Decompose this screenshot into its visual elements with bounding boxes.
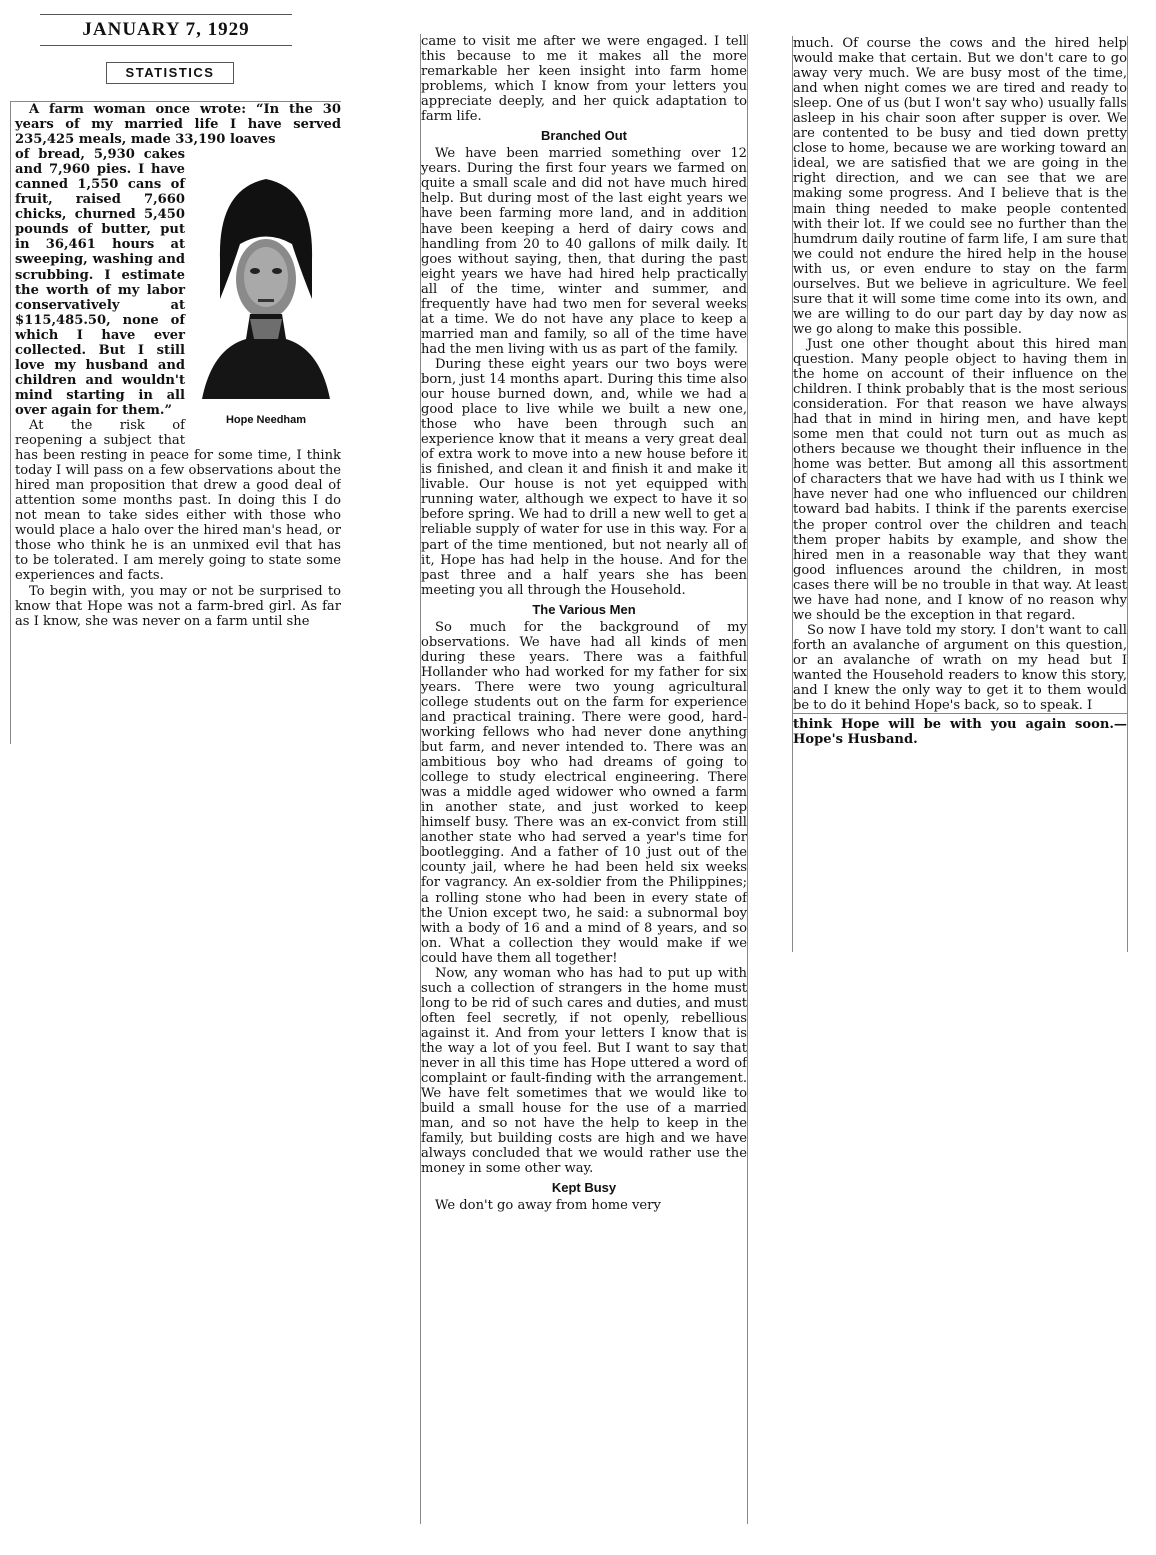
photo-caption: Hope Needham	[225, 414, 307, 427]
article-column-1	[10, 101, 341, 744]
subheading-kept-busy: Kept Busy	[551, 1180, 617, 1196]
paragraph: Just one other thought about this hired man question. Many people object to having them in the home on account of their influence on the children. I think probably that is the most serious consideration. For that reason we have always had that in mind in hiring men, and have kept some men that could not turn out as much as others because we thought their influence in the home was better. But among all this assortment of characters that we have had with us I think we have never had one who influenced our children toward bad habits. I think if the parents exercise the proper control over the children and teach them proper habits by example, and show the hired men in a reasonable way that they want good influences around the children, in most cases there will be no trouble in that way. At least we have had none, and I know of no reason why we should be the exception in that regard.	[793, 336, 1127, 623]
paragraph: To begin with, you may or not be surprised to know that Hope was not a farm-bred girl. As far as I know, she was never on a farm until she	[15, 583, 341, 629]
intro-with-photo	[15, 147, 341, 427]
intro-paragraph-wrap: of bread, 5,930 cakes and 7,960 pies. I have canned 1,550 cans of fruit, raised 7,660 chicks, churned 5,450 pounds of butter, put in 36,461 hours at sweeping, washing and scrubbing. I estimate the worth of my labor conservatively at $115,485.50, none of which I have ever collected. But I still love my husband and children and wouldn't mind starting in all over again for them.”	[15, 147, 185, 418]
portrait-photo	[191, 149, 341, 434]
paragraph: came to visit me after we were engaged. I tell this because to me it makes all the more remarkable her keen insight into farm home problems, which I know from your letters you appreciate deeply, and her quick adaptation to farm life.	[421, 34, 747, 125]
masthead-date: JANUARY 7, 1929	[40, 14, 292, 46]
portrait-image	[200, 149, 332, 411]
paragraph: During these eight years our two boys were born, just 14 months apart. During this time also our house burned down, and, while we had a good place to live while we built a new one, those who have been through such an experience know that it means a very great deal of extra work to move into a new house before it is finished, and clean it and finish it and make it livable. Our house is not yet equipped with running water, although we expect to have it so before spring. We had to drill a new well to get a reliable supply of water for use in this way. For a part of the time mentioned, but not nearly all of it, Hope has had help in the house. And for the past three and a half years she has been meeting you all through the Household.	[421, 356, 747, 598]
article-column-2	[420, 34, 748, 1524]
subheading-various-men: The Various Men	[532, 601, 636, 617]
intro-paragraph-top: A farm woman once wrote: “In the 30 years of my married life I have served 235,425 meals, made 33,190 loaves	[15, 102, 341, 148]
subheading-branched-out: Branched Out	[541, 128, 627, 144]
paragraph: We don't go away from home very	[435, 1198, 661, 1214]
paragraph: So much for the background of my observations. We have had all kinds of men during these years. There was a faithful Hollander who had worked for my father for six years. There were two young agricultural college students out on the farm for experience and practical training. There were good, hard-working fellows who had never done anything but farm, and never intended to. There was an ambitious boy who had dreams of going to college to study electrical engineering. There was a middle aged widower who owned a farm in another state, and just worked to keep himself busy. There was an ex-convict from still another state who had served a year's time for bootlegging. And a father of 10 just out of the county jail, where he had been held six weeks for vagrancy. An ex-soldier from the Philippines; a rolling stone who had been in every state of the Union except two, he said: a subnormal boy with a body of 16 and a mind of 8 years, and so on. What a collection they would make if we could have them all together!	[421, 619, 747, 966]
paragraph: At the risk of reopening a subject that has been resting in peace for some time, I think today I will pass on a few observations about the hired man proposition that drew a good deal of attention some months past. In doing this I do not mean to take sides either with those who would place a halo over the hired man's head, or those who think he is an unmixed evil that has to be tolerated. I am merely going to state some experiences and facts.	[15, 417, 341, 584]
article-column-3	[792, 36, 1128, 952]
paragraph: We have been married something over 12 years. During the first four years we farmed on quite a small scale and did not have much hired help. But during most of the last eight years we have been farming more land, and in addition have been keeping a herd of dairy cows and handling from 20 to 40 gallons of milk daily. It goes without saying, then, that during the past eight years we have had hired help practically all of the time, winter and summer, and frequently have had two men for several weeks at a time. We do not have any place to keep a married man and family, so all of the time have had the men living with us as part of the family.	[421, 146, 747, 357]
signature-line: think Hope will be with you again soon.—Hope's Husband.	[793, 713, 1127, 747]
paragraph: much. Of course the cows and the hired help would make that certain. But we don't care to go away very much. We are busy most of the time, and when night comes we are tired and ready to sleep. One of us (but I won't say who) usually falls asleep in his chair soon after supper is over. We are contented to be busy and tied down pretty close to home, because we are working toward an ideal, we are satisfied that we are going in the right direction, and we can see that we are making some progress. And I believe that is the main thing needed to make people contented with their lot. If we could see no further than the humdrum daily routine of farm life, I am sure that we could not endure the hired help in the house with us, or even endure to stay on the farm ourselves. But we believe in agriculture. We feel sure that it will some time come into its own, and we are willing to do our part day by day now as we go along to make this possible.	[793, 36, 1127, 337]
section-label: STATISTICS	[106, 62, 234, 84]
paragraph: Now, any woman who has had to put up with such a collection of strangers in the home must long to be rid of such cares and duties, and must often feel secretly, if not openly, rebellious against it. And from your letters I know that is the way a lot of you feel. But I want to say that never in all this time has Hope uttered a word of complaint or fault-finding with the arrangement. We have felt sometimes that we would like to build a small house for the use of a married man, and so not have the help to keep in the family, but building costs are high and we have always concluded that we would rather use the money in some other way.	[421, 965, 747, 1177]
paragraph: So now I have told my story. I don't want to call forth an avalanche of argument on this question, or an avalanche of wrath on my head but I wanted the Household readers to know this story, and I knew the only way to get it to them would be to do it behind Hope's back, so to speak. I	[793, 622, 1127, 714]
